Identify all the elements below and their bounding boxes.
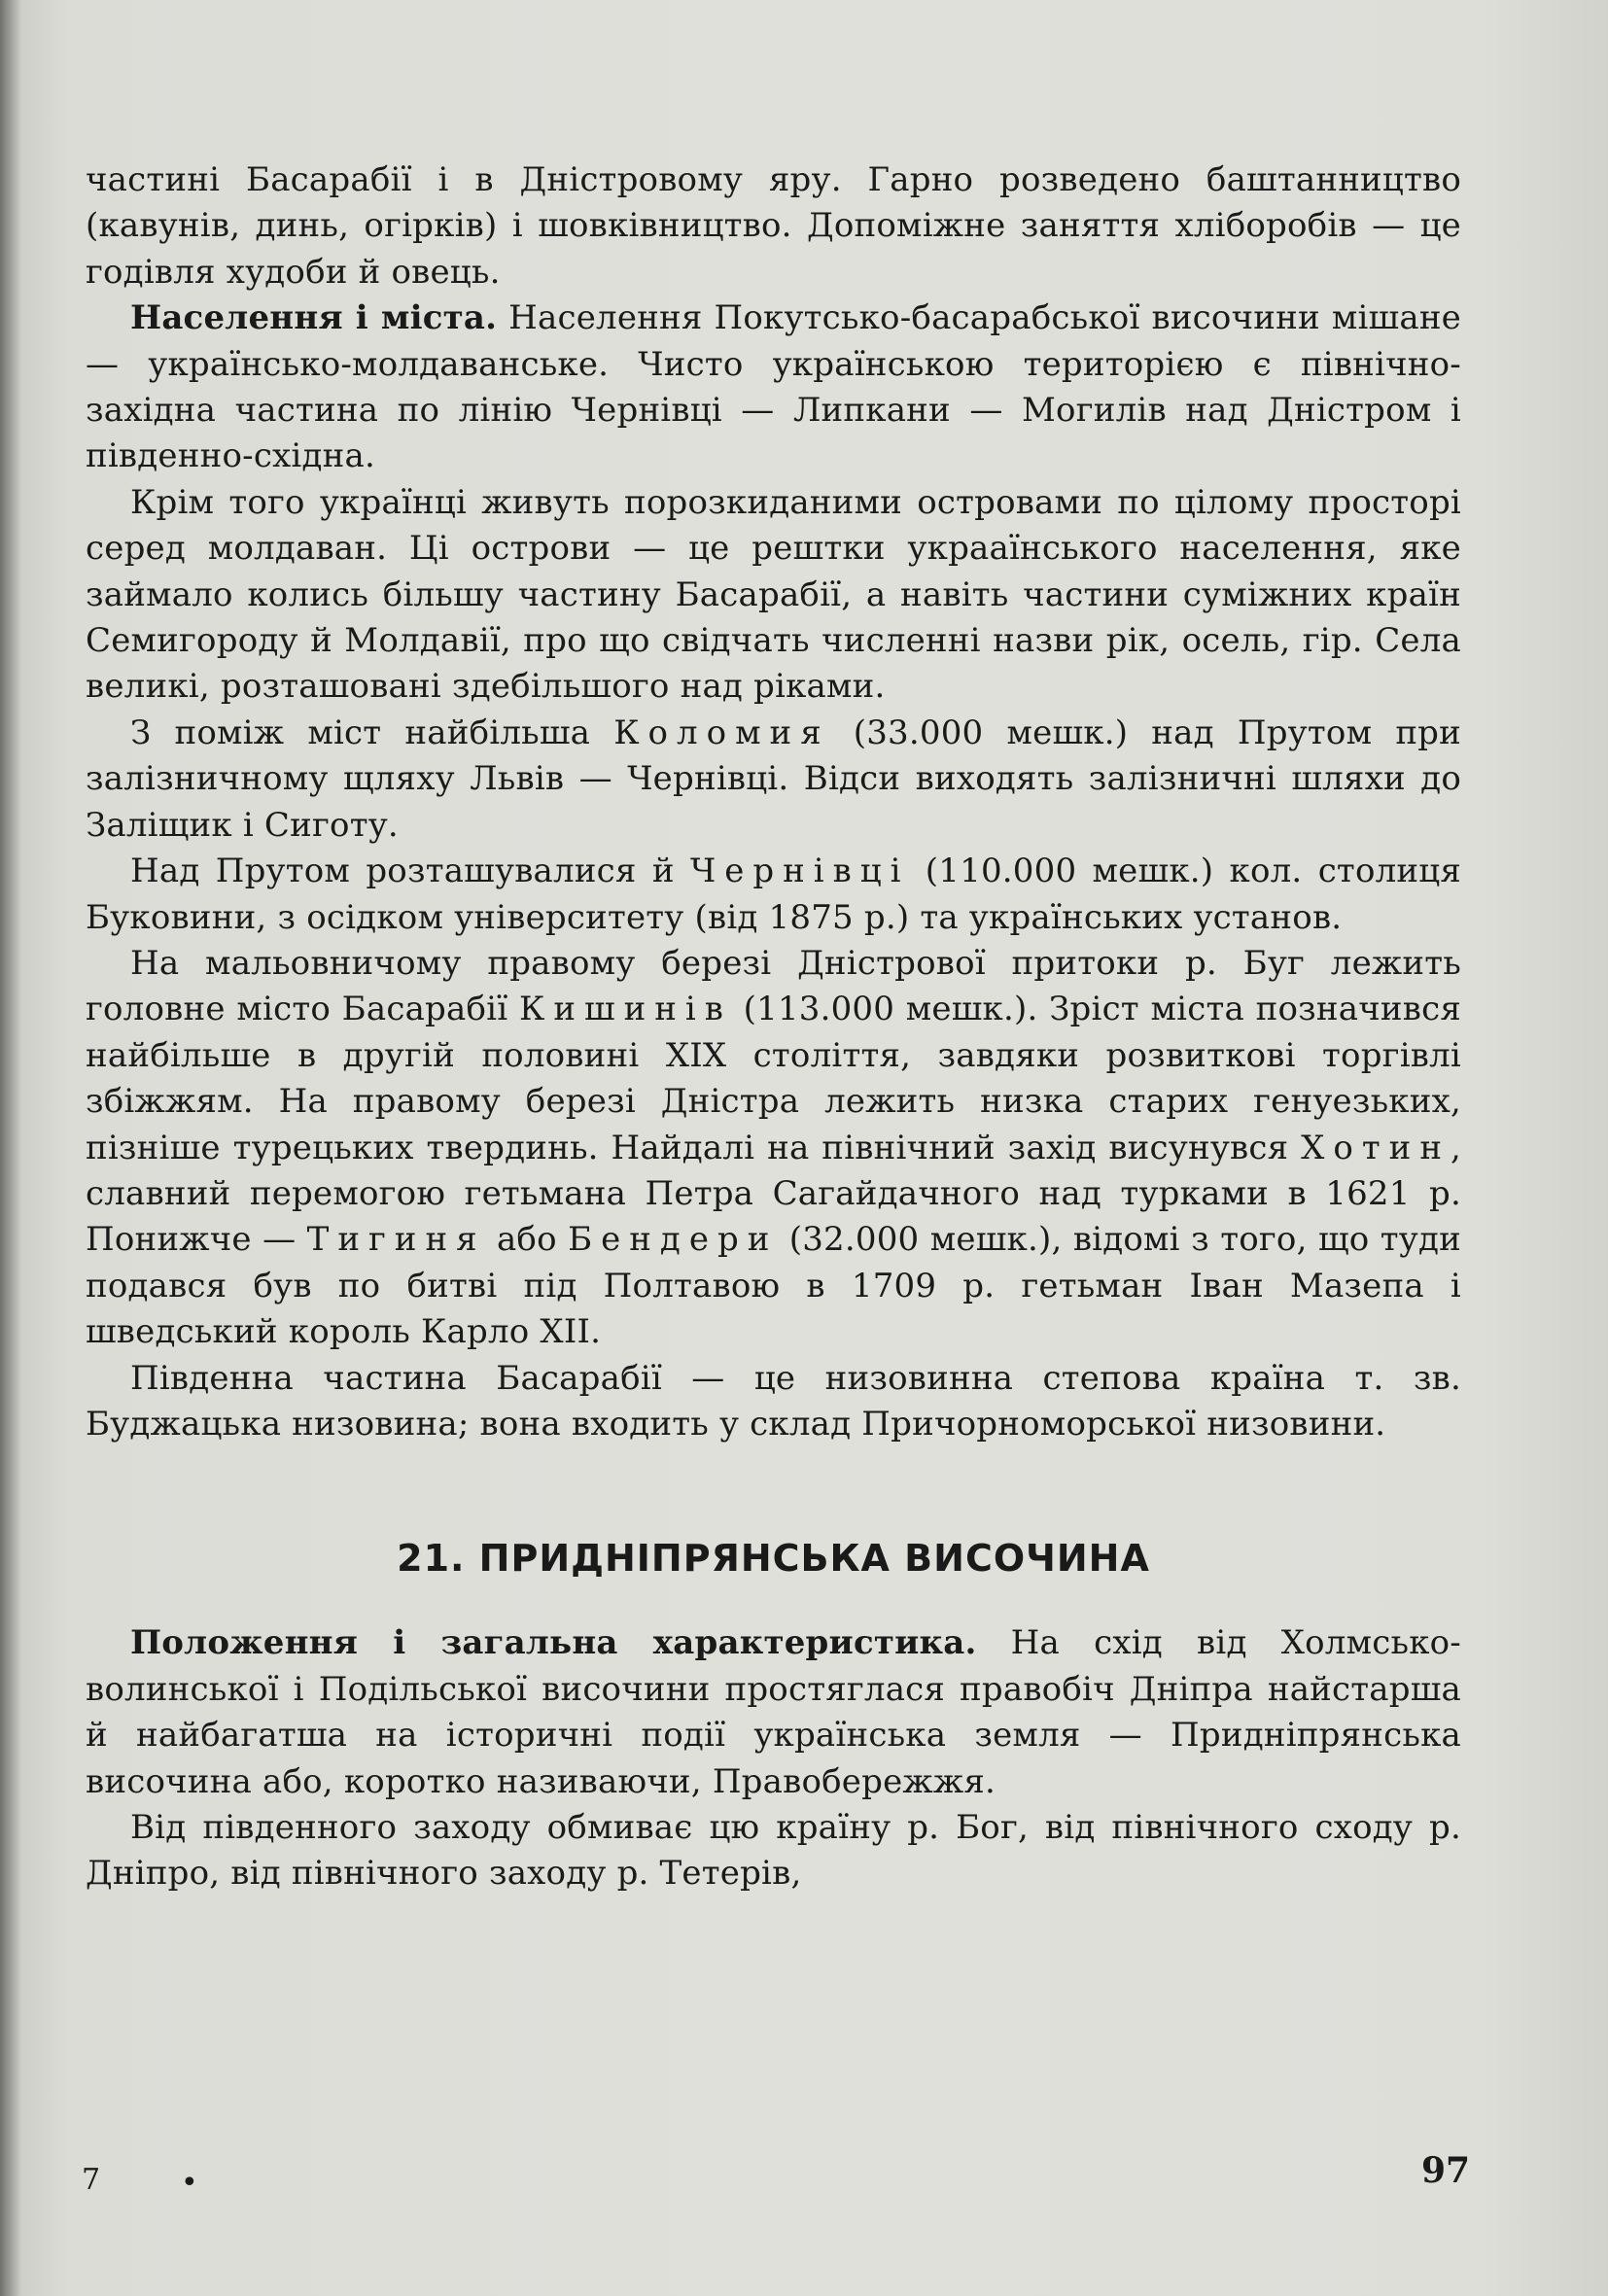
signature-mark: 7 [82,2163,101,2197]
paragraph-text: На схід від Холмсько-волинської і Подільської височини простяглася правобіч Дніпра найстарша й найбагатша на історичні події українська земля — Придніпрянська височина або, коротко називаючи, Правобережжя. [86,1623,1461,1801]
section-heading: 21. ПРИДНІПРЯНСЬКА ВИСОЧИНА [397,1537,1150,1581]
paragraph-chernivtsi [86,849,1461,941]
text-run: (32.000 мешк.), відомі з того, що туди подався був по битві під Полтавою в 1709 р. гетьман Іван Мазепа і шведський король Карло XII. [86,1220,1462,1352]
city-name-tyhynia: Тигиня [306,1220,486,1260]
city-name-kolomyia: Коломия [613,713,830,752]
paragraph-position [86,1620,1461,1805]
text-run: (113.000 мешк.). Зріст міста позначився найбільше в другій половині XIX століття, завдяки розвиткові торгівлі збіжжям. На правому березі Дністра лежить низка старих генуезьких, пізніше турецьких твердинь. Найдалі на північний захід висунувся [86,990,1462,1167]
paragraph-lead: Населення і міста. [130,298,498,338]
page-text-body [86,157,1461,1897]
signature-dot: • [181,2166,198,2200]
city-name-kyshyniv: Кишинів [519,990,732,1029]
paragraph-text: Населення Покутсько-басарабської височини мішане — українсько-молдаванське. Чисто українською територією є північно-західна частина по лінію Чернівці — Липкани — Могилів над Дністром і південно-східна. [86,298,1461,476]
paragraph-kyshyniv [86,941,1461,1356]
text-run: , славний перемогою гетьмана Петра Сагайдачного над турками в 1621 р. Понижче — [86,1128,1461,1260]
paragraph-population [86,296,1461,480]
paragraph-budzhak [86,1356,1461,1448]
text-run: (33.000 мешк.) над Прутом при залізничному щляху Львів — Чернівці. Відси виходять залізничні шляхи до Заліщик і Сиготу. [86,713,1462,845]
paragraph-text: частині Басарабії і в Дністровому яру. Гарно розведено баштанництво (кавунів, динь, огірків) і шовківництво. Допоміжне заняття хліборобів — це годівля худоби й овець. [86,160,1461,292]
city-name-chernivtsi: Чернівці [689,852,910,891]
paragraph-kolomyia [86,711,1461,849]
text-run: На мальовничому правому березі Дністрової притоки р. Буг лежить головне місто Басарабії [86,943,1461,1029]
paragraph-borders [86,1805,1461,1897]
paragraph-text: Південна частина Басарабії — це низовинна степова країна т. зв. Буджацька низовина; вона входить у склад Причорноморської низовини. [86,1358,1461,1444]
paragraph-agriculture [86,157,1461,296]
paragraph-text: Крім того українці живуть порозкиданими островами по цілому просторі серед молдаван. Ці острови — це рештки украаїнського населення, яке займало колись більшу частину Басарабії, а навіть частини суміжних країн Семигороду й Молдавії, про що свідчать численні назви рік, осель, гір. Села великі, розташовані здебільшого над ріками. [86,482,1461,707]
paragraph-islands [86,480,1461,711]
text-run: або [485,1220,569,1260]
city-name-bendery: Бендери [568,1220,779,1260]
city-name-khotyn: Хотин [1301,1128,1451,1167]
text-run: Над Прутом розташувалися й [130,852,690,891]
page-number: 97 [1421,2150,1471,2191]
paragraph-text: Від південного заходу обмиває цю країну р. Бог, від північного сходу р. Дніпро, від північного заходу р. Тетерів, [86,1808,1461,1894]
text-run: З поміж міст найбільша [130,713,614,752]
paragraph-lead: Положення і загальна характеристика. [130,1623,977,1663]
text-run: (110.000 мешк.) кол. столиця Буковини, з осідком університету (від 1875 р.) та українських установ. [86,852,1461,937]
